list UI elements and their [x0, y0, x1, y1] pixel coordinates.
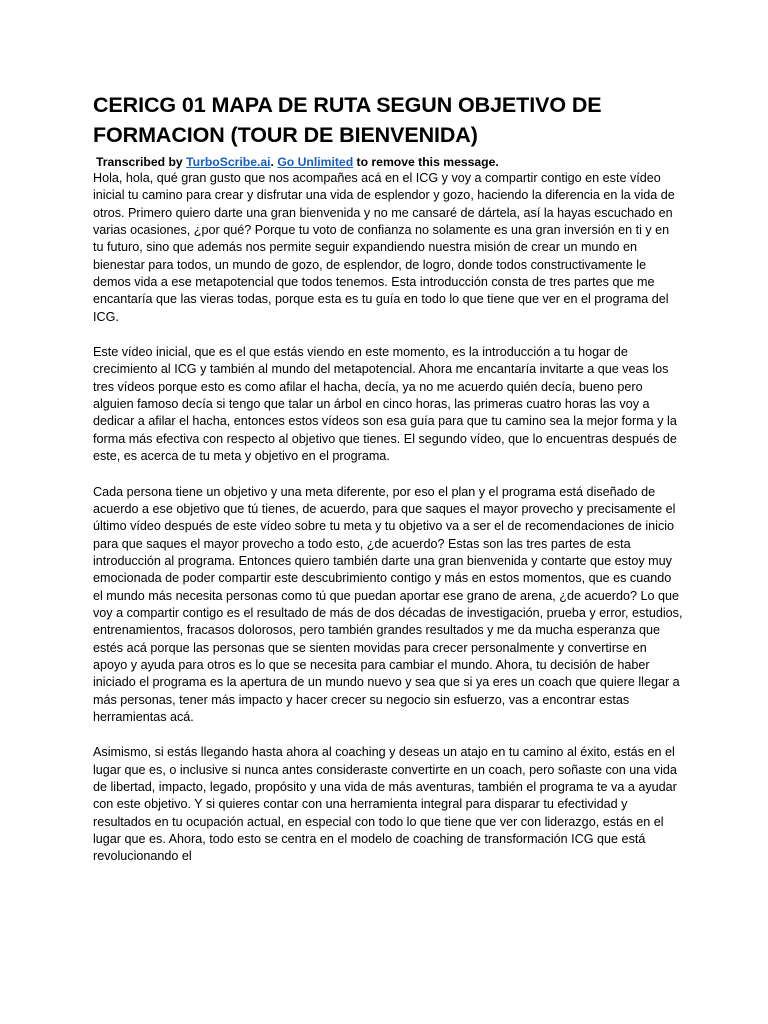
transcribed-prefix: Transcribed by — [96, 155, 187, 169]
paragraph-4: Asimismo, si estás llegando hasta ahora al coaching y deseas un atajo en tu camino al éxito, estás en el lugar que es, o inclusive si nunca antes consideraste convertirte en un coach, pero soñaste con una vida de libertad, impacto, legado, propósito y una vida de más aventuras, también el programa te va a ayudar con este objetivo. Y si quieres contar con una herramienta integral para disparar tu efectividad y resultados en tu ocupación actual, en especial con todo lo que tiene que ver con liderazgo, estás en el lugar que es. Ahora, todo esto se centra en el modelo de coaching de transformación ICG que está revolucionando el — [93, 745, 677, 864]
paragraph-1: Hola, hola, qué gran gusto que nos acompañes acá en el ICG y voy a compartir contigo en este vídeo inicial tu camino para crear y disfrutar una vida de esplendor y gozo, haciendo la diferencia en la vida de otros. Primero quiero darte una gran bienvenida y no me cansaré de dártela, así la hayas escuchado en varias ocasiones, ¿por qué? Porque tu voto de confianza no solamente es una gran inversión en ti y en tu futuro, sino que además nos permite seguir expandiendo nuestra misión de crear un mundo en bienestar para todos, un mundo de gozo, de esplendor, de logro, donde todos constructivamente le demos vida a ese metapotencial que todos tenemos. Esta introducción consta de tres partes que me encantaría que las vieras todas, porque esta es tu guía en todo lo que tiene que ver en el programa del ICG. — [93, 171, 675, 324]
go-unlimited-link[interactable]: Go Unlimited — [277, 155, 354, 169]
turboscribe-link[interactable]: TurboScribe.ai — [186, 155, 271, 169]
document-page — [93, 90, 683, 884]
notice-separator: . — [270, 155, 278, 169]
transcription-notice — [96, 155, 683, 170]
document-title: CERICG 01 MAPA DE RUTA SEGUN OBJETIVO DE FORMACION (TOUR DE BIENVENIDA) — [93, 93, 602, 147]
paragraph-3: Cada persona tiene un objetivo y una meta diferente, por eso el plan y el programa está diseñado de acuerdo a ese objetivo que tú tienes, de acuerdo, para que saques el mayor provecho y precisamente el último vídeo después de este vídeo sobre tu meta y tu objetivo va a ser el de recomendaciones de inicio para que saques el mayor provecho a todo esto, ¿de acuerdo? Estas son las tres partes de esta introducción al programa. Entonces quiero también darte una gran bienvenida y contarte que estoy muy emocionada de poder compartir este descubrimiento contigo y más en estos momentos, que es cuando el mundo más necesita personas como tú que puedan aportar ese grano de arena, ¿de acuerdo? Lo que voy a compartir contigo es el resultado de más de dos décadas de investigación, prueba y error, estudios, entrenamientos, fracasos dolorosos, pero también grandes resultados y me da mucha esperanza que estés acá porque las personas que se sienten movidas para crecer personalmente y convertirse en apoyo y ayuda para otros es lo que se necesita para cambiar el mundo. Ahora, tu decisión de haber iniciado el programa es la apertura de un mundo nuevo y sea que si ya eres un coach que quiere llegar a más personas, tener más impacto y hacer crecer su negocio sin esfuerzo, vas a encontrar estas herramientas acá. — [93, 484, 683, 724]
transcribed-suffix: to remove this message. — [353, 155, 499, 169]
paragraph-2: Este vídeo inicial, que es el que estás viendo en este momento, es la introducción a tu hogar de crecimiento al ICG y también al mundo del metapotencial. Ahora me encantaría invitarte a que veas los tres vídeos porque esto es como afilar el hacha, decía, ya no me acuerdo quién decía, bueno pero alguien famoso decía si tengo que talar un árbol en cinco horas, las primeras cuatro horas las voy a dedicar a afilar el hacha, entonces estos vídeos son esa guía para que tu camino sea la mejor forma y la forma más efectiva con respecto al objetivo que tienes. El segundo vídeo, que lo encuentras después de este, es acerca de tu meta y objetivo en el programa. — [93, 345, 677, 464]
